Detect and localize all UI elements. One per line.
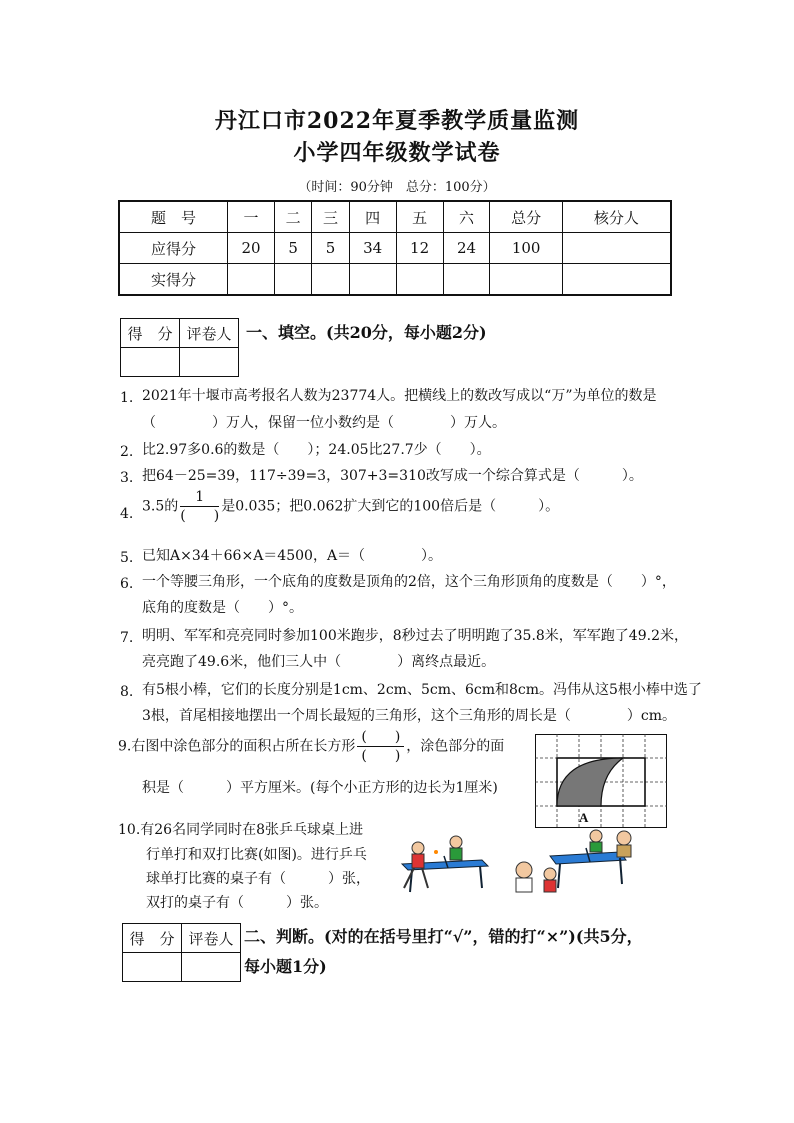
exam-meta: （时间：90分钟 总分：100分） (298, 180, 496, 195)
score-expected-cell: 应得分 (119, 233, 228, 264)
q4-suffix: 是0.035；把0.062扩大到它的100倍后是（ ）。 (221, 498, 560, 515)
q6-number: 6. (120, 576, 134, 592)
score-actual-cell[interactable] (228, 264, 275, 296)
q2-number: 2. (120, 444, 134, 460)
section2-heading-line2: 每小题1分) (244, 957, 327, 976)
score-table-header-row (119, 201, 671, 233)
q10-text-line1: 10.有26名同学同时在8张乒乓球桌上进 (118, 822, 363, 838)
q7-text-line1: 明明、军军和亮亮同时参加100米跑步，8秒过去了明明跑了35.8米，军军跑了49.2米， (142, 628, 688, 644)
q4-fraction-numerator: 1 (180, 488, 219, 507)
score-expected-cell: 5 (274, 233, 311, 264)
grader-score-label: 得 分 (123, 924, 182, 953)
score-header-cell: 三 (312, 201, 349, 233)
grader-name-label: 评卷人 (182, 924, 241, 953)
q10-text-line4: 双打的桌子有（ ）张。 (146, 895, 328, 911)
q6-text-line2: 底角的度数是（ ）°。 (142, 600, 303, 616)
score-actual-cell[interactable] (396, 264, 443, 296)
grader-box-1 (120, 318, 239, 377)
score-header-cell: 四 (349, 201, 396, 233)
grader-score-cell[interactable] (121, 348, 180, 377)
grader-name-label: 评卷人 (180, 319, 239, 348)
score-header-cell: 总分 (490, 201, 562, 233)
score-table (118, 200, 672, 296)
score-actual-cell[interactable] (490, 264, 562, 296)
score-header-cell: 一 (228, 201, 275, 233)
q3-text: 把64－25=39，117÷39=3，307+3=310改写成一个综合算式是（ ）。 (142, 468, 643, 484)
ping-pong-singles-illustration (392, 834, 492, 896)
score-table-expected-row (119, 233, 671, 264)
q5-number: 5. (120, 550, 134, 566)
q4-fraction (180, 488, 219, 525)
q9-text-line1 (118, 728, 504, 765)
section2-heading-line1: 二、判断。(对的在括号里打“√”，错的打“×”)(共5分， (244, 927, 643, 946)
grader-name-cell[interactable] (182, 953, 241, 982)
q1-text-line1: 2021年十堰市高考报名人数为23774人。把横线上的数改写成以“万”为单位的数是 (142, 388, 657, 404)
score-actual-cell[interactable] (312, 264, 349, 296)
score-expected-cell: 20 (228, 233, 275, 264)
q9-fraction (357, 728, 404, 765)
score-header-cell: 题 号 (119, 201, 228, 233)
q9-figure-label: A (579, 810, 589, 825)
grader-name-cell[interactable] (180, 348, 239, 377)
q8-number: 8. (120, 684, 134, 700)
q3-number: 3. (120, 470, 134, 486)
q9-suffix: ，涂色部分的面 (406, 738, 505, 755)
score-actual-cell: 实得分 (119, 264, 228, 296)
grader-box-2 (122, 923, 241, 982)
q1-text-line2: （ ）万人，保留一位小数约是（ ）万人。 (142, 415, 506, 431)
q9-grid-figure (535, 734, 667, 828)
score-header-cell: 六 (443, 201, 490, 233)
exam-subtitle: 小学四年级数学试卷 (293, 140, 501, 166)
q4-number: 4. (120, 506, 134, 522)
score-expected-cell (562, 233, 671, 264)
q4-prefix: 3.5的 (142, 498, 179, 515)
score-actual-cell[interactable] (274, 264, 311, 296)
score-table-actual-row (119, 264, 671, 296)
score-actual-cell[interactable] (562, 264, 671, 296)
q8-text-line1: 有5根小棒，它们的长度分别是1cm、2cm、5cm、6cm和8cm。冯伟从这5根小棒中选了 (142, 682, 702, 698)
q1-number: 1. (120, 390, 134, 406)
score-header-cell: 二 (274, 201, 311, 233)
q2-text: 比2.97多0.6的数是（ ）；24.05比27.7少（ ）。 (142, 442, 491, 458)
score-actual-cell[interactable] (349, 264, 396, 296)
exam-title: 丹江口市2022年夏季教学质量监测 (214, 108, 580, 134)
score-expected-cell: 100 (490, 233, 562, 264)
section1-heading: 一、填空。(共20分，每小题2分) (246, 323, 487, 342)
q8-text-line2: 3根，首尾相接地摆出一个周长最短的三角形，这个三角形的周长是（ ）cm。 (142, 708, 677, 724)
q9-prefix: 9.右图中涂色部分的面积占所在长方形 (118, 738, 356, 755)
grader-score-cell[interactable] (123, 953, 182, 982)
q7-text-line2: 亮亮跑了49.6米，他们三人中（ ）离终点最近。 (142, 654, 496, 670)
score-expected-cell: 24 (443, 233, 490, 264)
score-expected-cell: 12 (396, 233, 443, 264)
score-expected-cell: 5 (312, 233, 349, 264)
q4-fraction-denominator: ( ) (180, 508, 220, 524)
q10-text-line2: 行单打和双打比赛(如图)。进行乒乓 (146, 847, 367, 863)
q9-text-line2: 积是（ ）平方厘米。(每个小正方形的边长为1厘米) (142, 780, 498, 796)
q10-text-line3: 球单打比赛的桌子有（ ）张， (146, 871, 370, 887)
q5-text: 已知A×34＋66×A＝4500，A＝（ ）。 (142, 548, 443, 564)
q9-fraction-numerator: ( ) (357, 728, 404, 747)
q7-number: 7. (120, 630, 134, 646)
score-header-cell: 五 (396, 201, 443, 233)
score-header-cell: 核分人 (562, 201, 671, 233)
ping-pong-doubles-illustration (510, 826, 640, 898)
score-actual-cell[interactable] (443, 264, 490, 296)
q9-fraction-denominator: ( ) (361, 748, 401, 764)
score-expected-cell: 34 (349, 233, 396, 264)
q6-text-line1: 一个等腰三角形，一个底角的度数是顶角的2倍，这个三角形顶角的度数是（ ）°， (142, 574, 676, 590)
q4-text (142, 488, 559, 525)
grader-score-label: 得 分 (121, 319, 180, 348)
